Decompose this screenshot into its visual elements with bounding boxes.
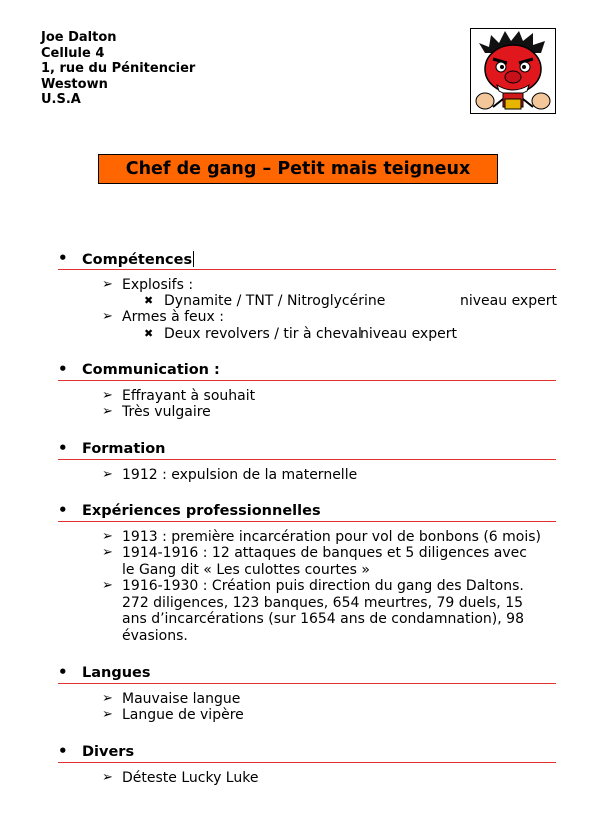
sub-item-text: Dynamite / TNT / Nitroglycérine [164,293,386,309]
section-communication [58,360,556,420]
section-divers [58,742,556,786]
address-line-1: Cellule 4 [41,45,105,61]
arrow-bullet-icon: ➢ [102,388,113,403]
angry-character-portrait-icon [471,29,555,113]
arrow-bullet-icon: ➢ [102,309,113,324]
section-heading-row [58,440,556,460]
address-country: U.S.A [41,92,81,107]
section-formation [58,439,556,483]
section-heading: Langues [82,665,151,681]
section-experiences [58,501,556,644]
arrow-bullet-icon: ➢ [102,404,113,419]
bullet-icon: • [58,439,68,457]
arrow-bullet-icon: ➢ [102,529,113,544]
list-item-text: 1913 : première incarcération pour vol de bonbons (6 mois) [122,529,541,545]
list-item-text: Mauvaise langue [122,691,241,707]
list-item-text: Très vulgaire [122,404,211,420]
section-heading-row [58,664,556,684]
list-item-text: 1912 : expulsion de la maternelle [122,467,358,483]
section-heading: Divers [82,744,135,760]
arrow-bullet-icon: ➢ [102,770,113,785]
skill-level: niveau expert [360,326,457,342]
bullet-icon: • [58,663,68,681]
section-heading-row [58,502,556,522]
portrait-photo [470,28,556,114]
section-heading: Compétences [82,252,193,268]
bullet-icon: • [58,360,68,378]
address-line-2: 1, rue du Pénitencier [41,61,196,76]
section-heading: Communication : [82,362,220,378]
list-item-text: Déteste Lucky Luke [122,770,259,786]
bullet-icon: • [58,501,68,519]
arrow-bullet-icon: ➢ [102,707,113,722]
arrow-bullet-icon: ➢ [102,277,113,292]
arrow-bullet-icon: ➢ [102,691,113,706]
arrow-bullet-icon: ➢ [102,545,113,560]
section-competences [58,249,557,342]
bullet-icon: • [58,249,68,267]
list-item-text: 1916-1930 : Création puis direction du gang des Daltons. 272 diligences, 123 banques, 654 meurtres, 79 duels, 15 ans d’incarcérations (sur 1654 ans de condamnation), 98 évasions. [122,578,524,644]
cross-bullet-icon: ✖ [144,327,154,340]
bullet-icon: • [58,742,68,760]
skill-level: niveau expert [460,293,557,309]
list-item-text: Langue de vipère [122,707,244,723]
section-heading-row [58,250,556,270]
list-item-text: Explosifs : [122,277,194,293]
section-heading: Formation [82,441,166,457]
section-langues [58,663,556,723]
cross-bullet-icon: ✖ [144,294,154,307]
cv-title-banner [98,154,498,184]
text-cursor [193,251,194,267]
section-heading-row [58,361,556,381]
list-item-text: Armes à feux : [122,309,224,325]
list-item-text: 1914-1916 : 12 attaques de banques et 5 diligences avec le Gang dit « Les culottes courtes » [122,545,527,578]
arrow-bullet-icon: ➢ [102,578,113,593]
section-heading: Expériences professionnelles [82,503,321,519]
sub-item-text: Deux revolvers / tir à cheval [164,326,362,342]
list-item-text: Effrayant à souhait [122,388,256,404]
cv-title: Chef de gang – Petit mais teigneux [125,159,471,179]
address-city: Westown [41,76,108,92]
sender-name: Joe Dalton [41,30,117,45]
arrow-bullet-icon: ➢ [102,467,113,482]
address-block [41,30,195,108]
section-heading-row [58,743,556,763]
